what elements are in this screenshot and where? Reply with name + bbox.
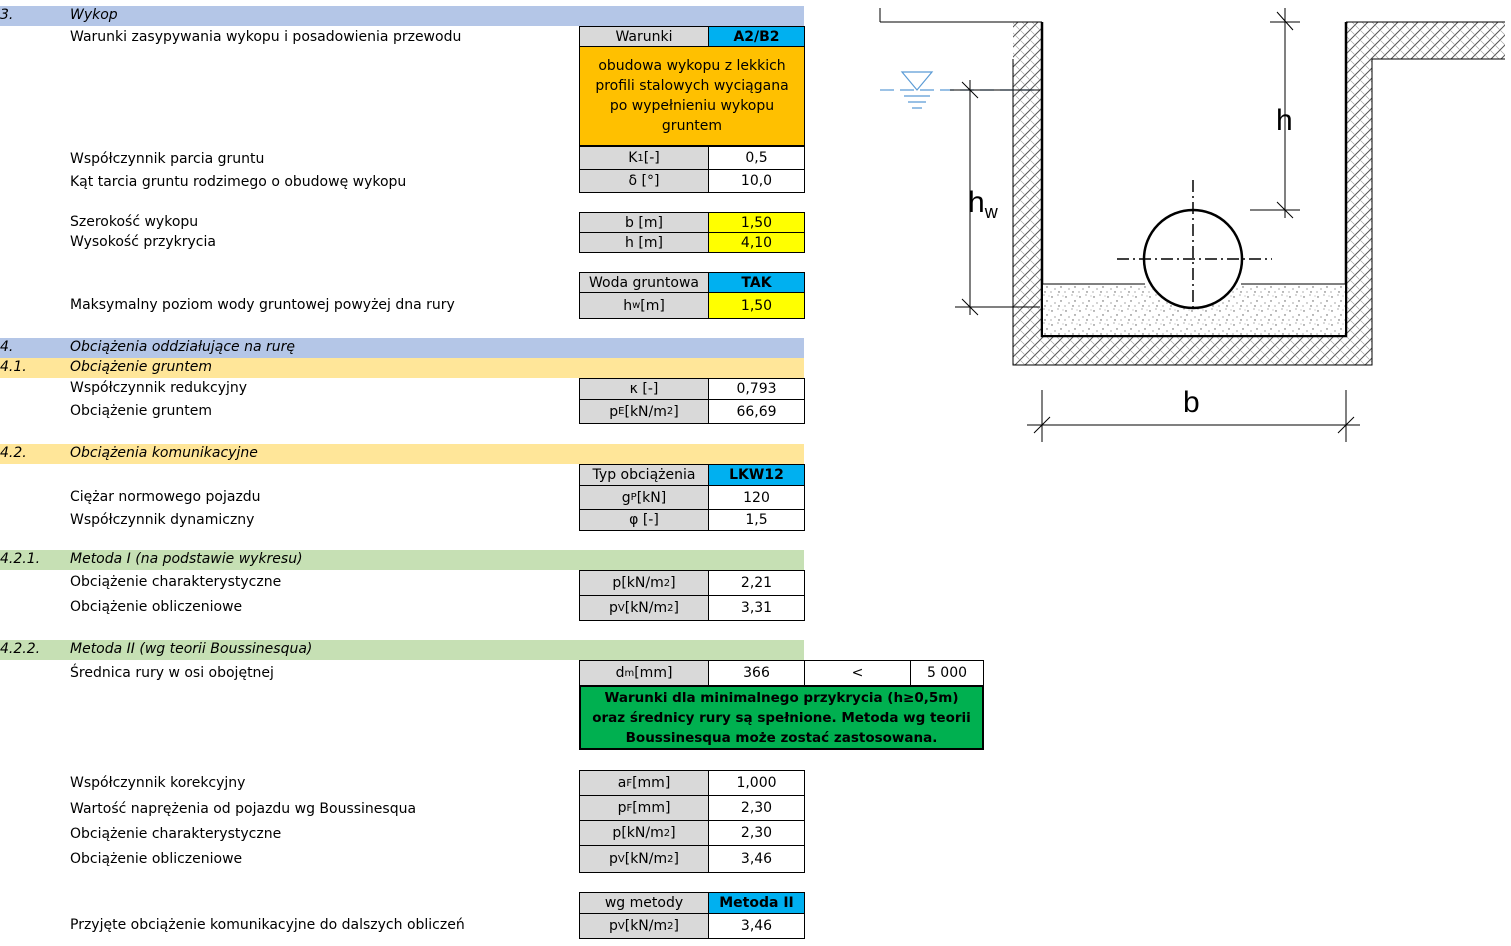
- pf-key: p F [mm]: [579, 795, 709, 821]
- warunki-key: Warunki: [579, 26, 709, 47]
- dm-label: Średnica rury w osi obojętnej: [70, 665, 274, 681]
- section-number: 4.2.1.: [0, 551, 41, 567]
- dm-key: d m [mm]: [579, 660, 709, 686]
- section-title: Wykop: [70, 7, 118, 23]
- boussinesq-condition-box: Warunki dla minimalnego przykrycia (h≥0,5m) oraz średnicy rury są spełnione. Metoda wg teorii Boussinesqua może zostać zastosowana.: [579, 685, 984, 750]
- section-number: 4.2.2.: [0, 641, 41, 657]
- m2-p-key: p [kN/m 2 ]: [579, 820, 709, 846]
- k1-value[interactable]: 0,5: [708, 146, 805, 170]
- b-key: b [m]: [579, 212, 709, 233]
- final-label: Przyjęte obciążenie komunikacyjne do dalszych obliczeń: [70, 917, 465, 933]
- warunki-value[interactable]: A2/B2: [708, 26, 805, 47]
- b-label: Szerokość wykopu: [70, 214, 199, 230]
- section-4-header: [0, 338, 804, 358]
- pf-label: Wartość naprężenia od pojazdu wg Boussinesqua: [70, 801, 417, 817]
- metoda-value[interactable]: Metoda II: [708, 892, 805, 914]
- gp-key: g P [kN]: [579, 485, 709, 510]
- trench-diagram: [870, 0, 1511, 450]
- m1-pv-key: p V [kN/m 2 ]: [579, 595, 709, 621]
- warunki-label: Warunki zasypywania wykopu i posadowienia przewodu: [70, 29, 462, 45]
- hw-label: Maksymalny poziom wody gruntowej powyżej dna rury: [70, 297, 455, 313]
- dim-h-label: h: [1276, 104, 1293, 137]
- typ-key: Typ obciążenia: [579, 464, 709, 486]
- section-title: Obciążenia komunikacyjne: [70, 445, 258, 461]
- hw-key: h w [m]: [579, 292, 709, 319]
- af-label: Współczynnik korekcyjny: [70, 775, 246, 791]
- section-4-2-header: [0, 444, 804, 464]
- phi-key: φ [-]: [579, 509, 709, 531]
- m2-pv-label: Obciążenie obliczeniowe: [70, 851, 243, 867]
- af-value[interactable]: 1,000: [708, 770, 805, 796]
- section-number: 4.2.: [0, 445, 27, 461]
- m2-p-value[interactable]: 2,30: [708, 820, 805, 846]
- section-4-2-1-header: [0, 550, 804, 570]
- section-title: Obciążenie gruntem: [70, 359, 212, 375]
- woda-key: Woda gruntowa: [579, 272, 709, 293]
- section-3-header: [0, 6, 804, 26]
- metoda-key: wg metody: [579, 892, 709, 914]
- pf-value[interactable]: 2,30: [708, 795, 805, 821]
- delta-value[interactable]: 10,0: [708, 169, 805, 193]
- gp-label: Ciężar normowego pojazdu: [70, 489, 261, 505]
- section-title: Metoda II (wg teorii Boussinesqua): [70, 641, 313, 657]
- dim-hw-label: $h_w$: [968, 186, 998, 222]
- section-number: 4.1.: [0, 359, 27, 375]
- section-4-1-header: [0, 358, 804, 378]
- m1-p-key: p [kN/m 2 ]: [579, 570, 709, 596]
- warunki-description: obudowa wykopu z lekkich profili stalowych wyciągana po wypełnieniu wykopu gruntem: [579, 46, 805, 146]
- hw-value[interactable]: 1,50: [708, 292, 805, 319]
- woda-value[interactable]: TAK: [708, 272, 805, 293]
- delta-key: δ [°]: [579, 169, 709, 193]
- dm-limit: 5 000: [910, 660, 984, 686]
- delta-label: Kąt tarcia gruntu rodzimego o obudowę wykopu: [70, 174, 407, 190]
- h-label: Wysokość przykrycia: [70, 234, 216, 250]
- kappa-key: κ [-]: [579, 378, 709, 400]
- final-value[interactable]: 3,46: [708, 913, 805, 939]
- pe-label: Obciążenie gruntem: [70, 403, 212, 419]
- section-number: 3.: [0, 7, 14, 23]
- gp-value[interactable]: 120: [708, 485, 805, 510]
- k1-label: Współczynnik parcia gruntu: [70, 151, 265, 167]
- h-value[interactable]: 4,10: [708, 232, 805, 253]
- m2-p-label: Obciążenie charakterystyczne: [70, 826, 282, 842]
- m1-pv-value[interactable]: 3,31: [708, 595, 805, 621]
- pe-key: p E [kN/m 2 ]: [579, 399, 709, 424]
- section-title: Obciążenia oddziałujące na rurę: [70, 339, 296, 355]
- b-value[interactable]: 1,50: [708, 212, 805, 233]
- section-4-2-2-header: [0, 640, 804, 660]
- m1-pv-label: Obciążenie obliczeniowe: [70, 599, 243, 615]
- pe-value[interactable]: 66,69: [708, 399, 805, 424]
- m1-p-label: Obciążenie charakterystyczne: [70, 574, 282, 590]
- typ-value[interactable]: LKW12: [708, 464, 805, 486]
- kappa-label: Współczynnik redukcyjny: [70, 380, 248, 396]
- phi-label: Współczynnik dynamiczny: [70, 512, 255, 528]
- k1-key: K 1 [-]: [579, 146, 709, 170]
- m2-pv-value[interactable]: 3,46: [708, 845, 805, 873]
- dim-b-label: b: [1183, 386, 1200, 419]
- dm-value[interactable]: 366: [708, 660, 805, 686]
- af-key: a F [mm]: [579, 770, 709, 796]
- water-level-icon: [902, 72, 932, 90]
- final-key: p V [kN/m 2 ]: [579, 913, 709, 939]
- m1-p-value[interactable]: 2,21: [708, 570, 805, 596]
- section-title: Metoda I (na podstawie wykresu): [70, 551, 303, 567]
- m2-pv-key: p V [kN/m 2 ]: [579, 845, 709, 873]
- h-key: h [m]: [579, 232, 709, 253]
- phi-value[interactable]: 1,5: [708, 509, 805, 531]
- section-number: 4.: [0, 339, 14, 355]
- kappa-value[interactable]: 0,793: [708, 378, 805, 400]
- dm-compare: <: [804, 660, 911, 686]
